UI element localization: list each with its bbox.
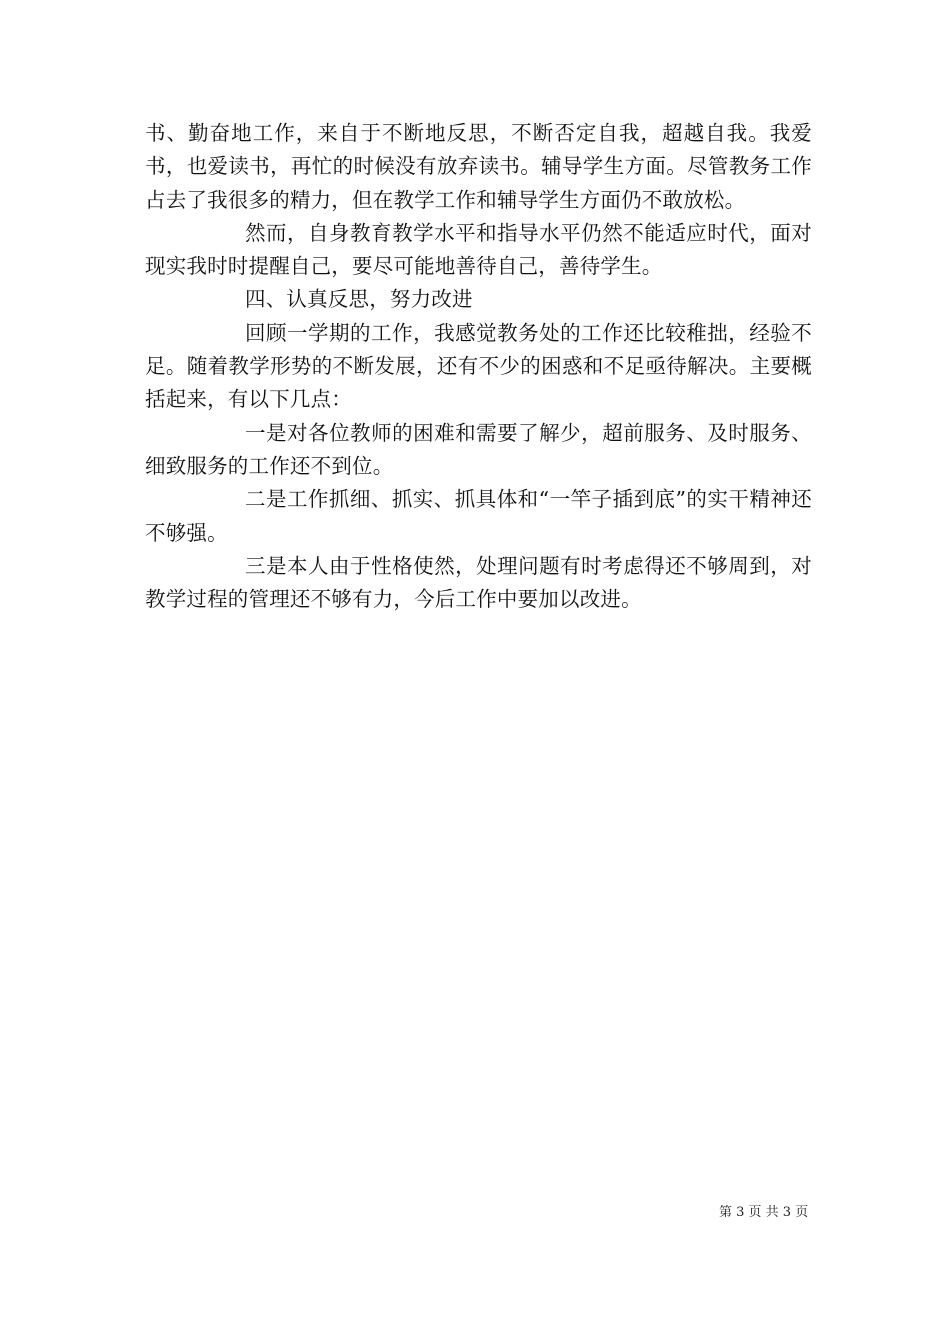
- paragraph-point-one: 一是对各位教师的困难和需要了解少，超前服务、及时服务、细致服务的工作还不到位。: [145, 420, 812, 478]
- paragraph-continuation: 书、勤奋地工作，来自于不断地反思，不断否定自我，超越自我。我爱书，也爱读书，再忙的时候没有放弃读书。辅导学生方面。尽管教务工作占去了我很多的精力，但在教学工作和辅导学生方面仍不敢放松。: [145, 121, 812, 212]
- paragraph-point-two: 二是工作抓细、抓实、抓具体和“一竿子插到底”的实干精神还不够强。: [145, 487, 812, 545]
- page-number-footer: 第 3 页 共 3 页: [719, 1205, 809, 1220]
- section-heading: 四、认真反思，努力改进: [245, 287, 473, 312]
- paragraph-point-three: 三是本人由于性格使然，处理问题有时考虑得还不够周到，对教学过程的管理还不够有力，今后工作中要加以改进。: [145, 553, 812, 612]
- paragraph-self-reflection: 然而，自身教育教学水平和指导水平仍然不能适应时代，面对现实我时时提醒自己，要尽可能地善待自己，善待学生。: [145, 220, 812, 279]
- document-body: [145, 117, 812, 616]
- paragraph-review: 回顾一学期的工作，我感觉教务处的工作还比较稚拙，经验不足。随着教学形势的不断发展，还有不少的困惑和不足亟待解决。主要概括起来，有以下几点：: [145, 320, 812, 412]
